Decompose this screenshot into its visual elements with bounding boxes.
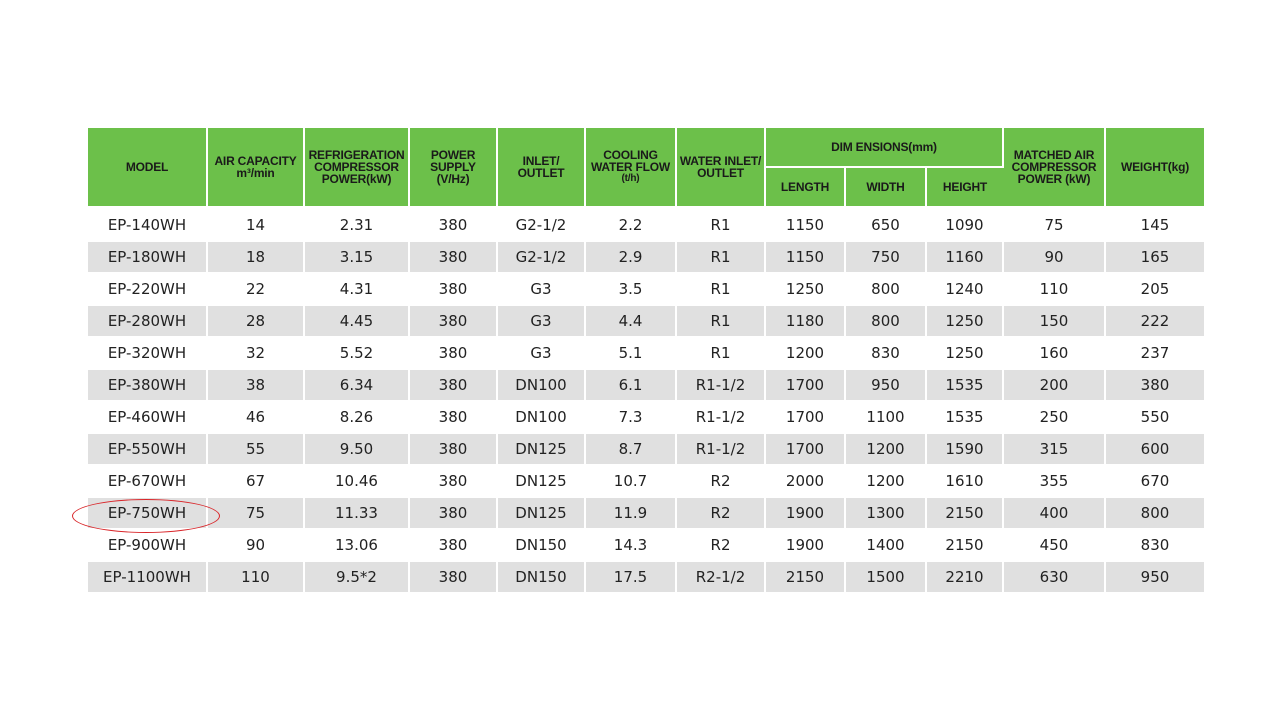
header-inlet-outlet: INLET/ OUTLET xyxy=(497,128,585,208)
width-cell: 1500 xyxy=(845,561,926,592)
weight-cell: 550 xyxy=(1105,401,1204,433)
power-supply-cell: 380 xyxy=(409,465,497,497)
table-row xyxy=(88,305,1204,337)
cooling-water-flow-cell: 7.3 xyxy=(585,401,676,433)
matched-power-cell: 250 xyxy=(1003,401,1105,433)
height-cell: 2150 xyxy=(926,497,1003,529)
height-cell: 1590 xyxy=(926,433,1003,465)
header-air-capacity-unit: m³/min xyxy=(236,166,275,180)
header-matched-air-compressor: MATCHED AIR COMPRESSOR POWER (kW) xyxy=(1003,128,1105,208)
width-cell: 750 xyxy=(845,241,926,273)
weight-cell: 800 xyxy=(1105,497,1204,529)
length-cell: 1700 xyxy=(765,369,845,401)
power-supply-cell: 380 xyxy=(409,497,497,529)
height-cell: 1250 xyxy=(926,305,1003,337)
length-cell: 2150 xyxy=(765,561,845,592)
refrigeration-power-cell: 4.45 xyxy=(304,305,409,337)
model-cell: EP-280WH xyxy=(88,305,207,337)
height-cell: 2150 xyxy=(926,529,1003,561)
header-power-supply-unit: (V/Hz) xyxy=(436,172,470,186)
header-refrigeration-power: REFRIGERATION COMPRESSOR POWER(kW) xyxy=(304,128,409,208)
table-row xyxy=(88,337,1204,369)
height-cell: 1610 xyxy=(926,465,1003,497)
spec-table xyxy=(88,128,1204,592)
height-cell: 1250 xyxy=(926,337,1003,369)
width-cell: 1300 xyxy=(845,497,926,529)
weight-cell: 950 xyxy=(1105,561,1204,592)
cooling-water-flow-cell: 6.1 xyxy=(585,369,676,401)
inlet-outlet-cell: DN150 xyxy=(497,561,585,592)
length-cell: 1180 xyxy=(765,305,845,337)
air-capacity-cell: 32 xyxy=(207,337,304,369)
length-cell: 1900 xyxy=(765,497,845,529)
model-cell: EP-460WH xyxy=(88,401,207,433)
model-cell: EP-750WH xyxy=(88,497,207,529)
matched-power-cell: 110 xyxy=(1003,273,1105,305)
refrigeration-power-cell: 5.52 xyxy=(304,337,409,369)
inlet-outlet-cell: G3 xyxy=(497,305,585,337)
width-cell: 1100 xyxy=(845,401,926,433)
table-row xyxy=(88,529,1204,561)
power-supply-cell: 380 xyxy=(409,401,497,433)
matched-power-cell: 90 xyxy=(1003,241,1105,273)
water-inlet-outlet-cell: R1 xyxy=(676,273,765,305)
length-cell: 1150 xyxy=(765,208,845,241)
model-cell: EP-550WH xyxy=(88,433,207,465)
refrigeration-power-cell: 10.46 xyxy=(304,465,409,497)
cooling-water-flow-cell: 10.7 xyxy=(585,465,676,497)
air-capacity-cell: 22 xyxy=(207,273,304,305)
weight-cell: 237 xyxy=(1105,337,1204,369)
width-cell: 1400 xyxy=(845,529,926,561)
inlet-outlet-cell: DN125 xyxy=(497,497,585,529)
water-inlet-outlet-cell: R1-1/2 xyxy=(676,369,765,401)
height-cell: 1535 xyxy=(926,401,1003,433)
model-cell: EP-320WH xyxy=(88,337,207,369)
power-supply-cell: 380 xyxy=(409,241,497,273)
table-row xyxy=(88,401,1204,433)
water-inlet-outlet-cell: R1 xyxy=(676,241,765,273)
refrigeration-power-cell: 3.15 xyxy=(304,241,409,273)
model-cell: EP-670WH xyxy=(88,465,207,497)
length-cell: 2000 xyxy=(765,465,845,497)
inlet-outlet-cell: G3 xyxy=(497,337,585,369)
power-supply-cell: 380 xyxy=(409,337,497,369)
header-cooling-unit: (t/h) xyxy=(621,173,640,184)
weight-cell: 145 xyxy=(1105,208,1204,241)
matched-power-cell: 355 xyxy=(1003,465,1105,497)
matched-power-cell: 75 xyxy=(1003,208,1105,241)
width-cell: 800 xyxy=(845,305,926,337)
inlet-outlet-cell: G2-1/2 xyxy=(497,208,585,241)
cooling-water-flow-cell: 5.1 xyxy=(585,337,676,369)
air-capacity-cell: 55 xyxy=(207,433,304,465)
length-cell: 1700 xyxy=(765,401,845,433)
length-cell: 1700 xyxy=(765,433,845,465)
air-capacity-cell: 67 xyxy=(207,465,304,497)
refrigeration-power-cell: 8.26 xyxy=(304,401,409,433)
model-cell: EP-180WH xyxy=(88,241,207,273)
refrigeration-power-cell: 13.06 xyxy=(304,529,409,561)
weight-cell: 205 xyxy=(1105,273,1204,305)
length-cell: 1250 xyxy=(765,273,845,305)
height-cell: 1240 xyxy=(926,273,1003,305)
cooling-water-flow-cell: 2.2 xyxy=(585,208,676,241)
header-model: MODEL xyxy=(88,128,207,208)
inlet-outlet-cell: G2-1/2 xyxy=(497,241,585,273)
matched-power-cell: 200 xyxy=(1003,369,1105,401)
air-capacity-cell: 75 xyxy=(207,497,304,529)
refrigeration-power-cell: 9.50 xyxy=(304,433,409,465)
table-row xyxy=(88,497,1204,529)
header-power-supply xyxy=(409,128,497,208)
length-cell: 1150 xyxy=(765,241,845,273)
header-cooling-label: COOLING WATER FLOW xyxy=(590,148,671,174)
header-water-inlet-outlet: WATER INLET/ OUTLET xyxy=(676,128,765,208)
width-cell: 800 xyxy=(845,273,926,305)
water-inlet-outlet-cell: R2-1/2 xyxy=(676,561,765,592)
model-cell: EP-380WH xyxy=(88,369,207,401)
refrigeration-power-cell: 9.5*2 xyxy=(304,561,409,592)
refrigeration-power-cell: 4.31 xyxy=(304,273,409,305)
power-supply-cell: 380 xyxy=(409,529,497,561)
water-inlet-outlet-cell: R2 xyxy=(676,497,765,529)
water-inlet-outlet-cell: R2 xyxy=(676,465,765,497)
table-row xyxy=(88,208,1204,241)
air-capacity-cell: 90 xyxy=(207,529,304,561)
weight-cell: 165 xyxy=(1105,241,1204,273)
cooling-water-flow-cell: 11.9 xyxy=(585,497,676,529)
inlet-outlet-cell: DN125 xyxy=(497,433,585,465)
model-cell: EP-900WH xyxy=(88,529,207,561)
table-row xyxy=(88,273,1204,305)
matched-power-cell: 150 xyxy=(1003,305,1105,337)
header-cooling-water-flow xyxy=(585,128,676,208)
height-cell: 2210 xyxy=(926,561,1003,592)
header-length: LENGTH xyxy=(765,167,845,208)
power-supply-cell: 380 xyxy=(409,561,497,592)
height-cell: 1535 xyxy=(926,369,1003,401)
cooling-water-flow-cell: 3.5 xyxy=(585,273,676,305)
power-supply-cell: 380 xyxy=(409,369,497,401)
model-cell: EP-140WH xyxy=(88,208,207,241)
length-cell: 1200 xyxy=(765,337,845,369)
weight-cell: 670 xyxy=(1105,465,1204,497)
water-inlet-outlet-cell: R1 xyxy=(676,305,765,337)
refrigeration-power-cell: 11.33 xyxy=(304,497,409,529)
height-cell: 1090 xyxy=(926,208,1003,241)
header-air-capacity-label: AIR CAPACITY xyxy=(214,154,297,168)
air-capacity-cell: 46 xyxy=(207,401,304,433)
table-header xyxy=(88,128,1204,208)
table-row xyxy=(88,241,1204,273)
inlet-outlet-cell: DN100 xyxy=(497,369,585,401)
model-cell: EP-220WH xyxy=(88,273,207,305)
cooling-water-flow-cell: 17.5 xyxy=(585,561,676,592)
header-weight: WEIGHT(kg) xyxy=(1105,128,1204,208)
inlet-outlet-cell: DN125 xyxy=(497,465,585,497)
table-row xyxy=(88,561,1204,592)
water-inlet-outlet-cell: R1 xyxy=(676,337,765,369)
power-supply-cell: 380 xyxy=(409,305,497,337)
air-capacity-cell: 28 xyxy=(207,305,304,337)
header-air-capacity xyxy=(207,128,304,208)
water-inlet-outlet-cell: R2 xyxy=(676,529,765,561)
air-capacity-cell: 38 xyxy=(207,369,304,401)
refrigeration-power-cell: 2.31 xyxy=(304,208,409,241)
inlet-outlet-cell: DN150 xyxy=(497,529,585,561)
weight-cell: 600 xyxy=(1105,433,1204,465)
width-cell: 1200 xyxy=(845,465,926,497)
inlet-outlet-cell: DN100 xyxy=(497,401,585,433)
air-capacity-cell: 14 xyxy=(207,208,304,241)
air-capacity-cell: 110 xyxy=(207,561,304,592)
power-supply-cell: 380 xyxy=(409,208,497,241)
header-height: HEIGHT xyxy=(926,167,1003,208)
matched-power-cell: 400 xyxy=(1003,497,1105,529)
length-cell: 1900 xyxy=(765,529,845,561)
width-cell: 1200 xyxy=(845,433,926,465)
width-cell: 650 xyxy=(845,208,926,241)
matched-power-cell: 450 xyxy=(1003,529,1105,561)
water-inlet-outlet-cell: R1-1/2 xyxy=(676,433,765,465)
matched-power-cell: 160 xyxy=(1003,337,1105,369)
header-dimensions: DIM ENSIONS(mm) xyxy=(765,128,1003,167)
weight-cell: 380 xyxy=(1105,369,1204,401)
header-width: WIDTH xyxy=(845,167,926,208)
width-cell: 830 xyxy=(845,337,926,369)
header-power-supply-label: POWER SUPPLY xyxy=(430,148,476,174)
weight-cell: 830 xyxy=(1105,529,1204,561)
power-supply-cell: 380 xyxy=(409,273,497,305)
table-row xyxy=(88,433,1204,465)
cooling-water-flow-cell: 14.3 xyxy=(585,529,676,561)
water-inlet-outlet-cell: R1-1/2 xyxy=(676,401,765,433)
refrigeration-power-cell: 6.34 xyxy=(304,369,409,401)
power-supply-cell: 380 xyxy=(409,433,497,465)
cooling-water-flow-cell: 2.9 xyxy=(585,241,676,273)
cooling-water-flow-cell: 8.7 xyxy=(585,433,676,465)
height-cell: 1160 xyxy=(926,241,1003,273)
weight-cell: 222 xyxy=(1105,305,1204,337)
matched-power-cell: 315 xyxy=(1003,433,1105,465)
inlet-outlet-cell: G3 xyxy=(497,273,585,305)
model-cell: EP-1100WH xyxy=(88,561,207,592)
width-cell: 950 xyxy=(845,369,926,401)
table-body xyxy=(88,208,1204,592)
air-capacity-cell: 18 xyxy=(207,241,304,273)
cooling-water-flow-cell: 4.4 xyxy=(585,305,676,337)
table-row xyxy=(88,369,1204,401)
table-row xyxy=(88,465,1204,497)
matched-power-cell: 630 xyxy=(1003,561,1105,592)
water-inlet-outlet-cell: R1 xyxy=(676,208,765,241)
